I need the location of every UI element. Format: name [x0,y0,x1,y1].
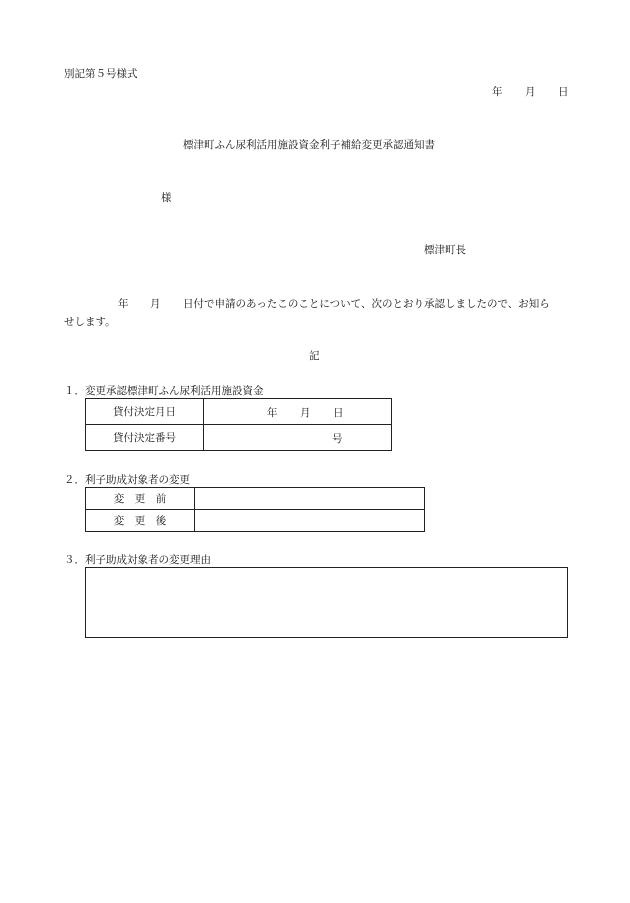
section1-heading: １．変更承認標津町ふん尿利活用施設資金 [64,385,264,397]
addressee-suffix: 様 [161,192,172,204]
section2-heading: ２．利子助成対象者の変更 [64,474,190,486]
loan-date-label: 貸付決定月日 [86,399,204,425]
body-line2: せします。 [64,316,116,328]
date-month: 月 [525,86,536,98]
section1-table [85,398,392,451]
section2-table [85,487,425,532]
date-day: 日 [558,86,569,98]
loan-number-label: 貸付決定番号 [86,425,204,451]
loan-date-year: 年 [267,407,278,419]
section3-heading: ３．利子助成対象者の変更理由 [64,554,211,566]
loan-date-month: 月 [300,407,311,419]
after-change-label: 変 更 後 [86,510,195,532]
table-row [86,488,425,510]
table-row [86,510,425,532]
body-line1: 日付で申請のあったこのことについて、次のとおり承認しましたので、お知ら [183,298,550,310]
date-year: 年 [492,86,503,98]
before-change-label: 変 更 前 [86,488,195,510]
before-change-value [195,488,425,510]
form-number: 別記第５号様式 [64,68,138,80]
body-year: 年 [118,298,129,310]
table-row [86,399,392,425]
after-change-value [195,510,425,532]
issuer-name: 標津町長 [424,244,466,256]
loan-date-value [204,399,392,425]
ki-heading: 記 [309,350,320,362]
document-title: 標津町ふん尿利活用施設資金利子補給変更承認通知書 [183,139,435,151]
body-month: 月 [150,298,161,310]
loan-date-day: 日 [333,407,344,419]
table-row [86,425,392,451]
change-reason-box [85,567,568,638]
loan-number-value [204,425,392,451]
loan-number-suffix: 号 [332,433,343,445]
